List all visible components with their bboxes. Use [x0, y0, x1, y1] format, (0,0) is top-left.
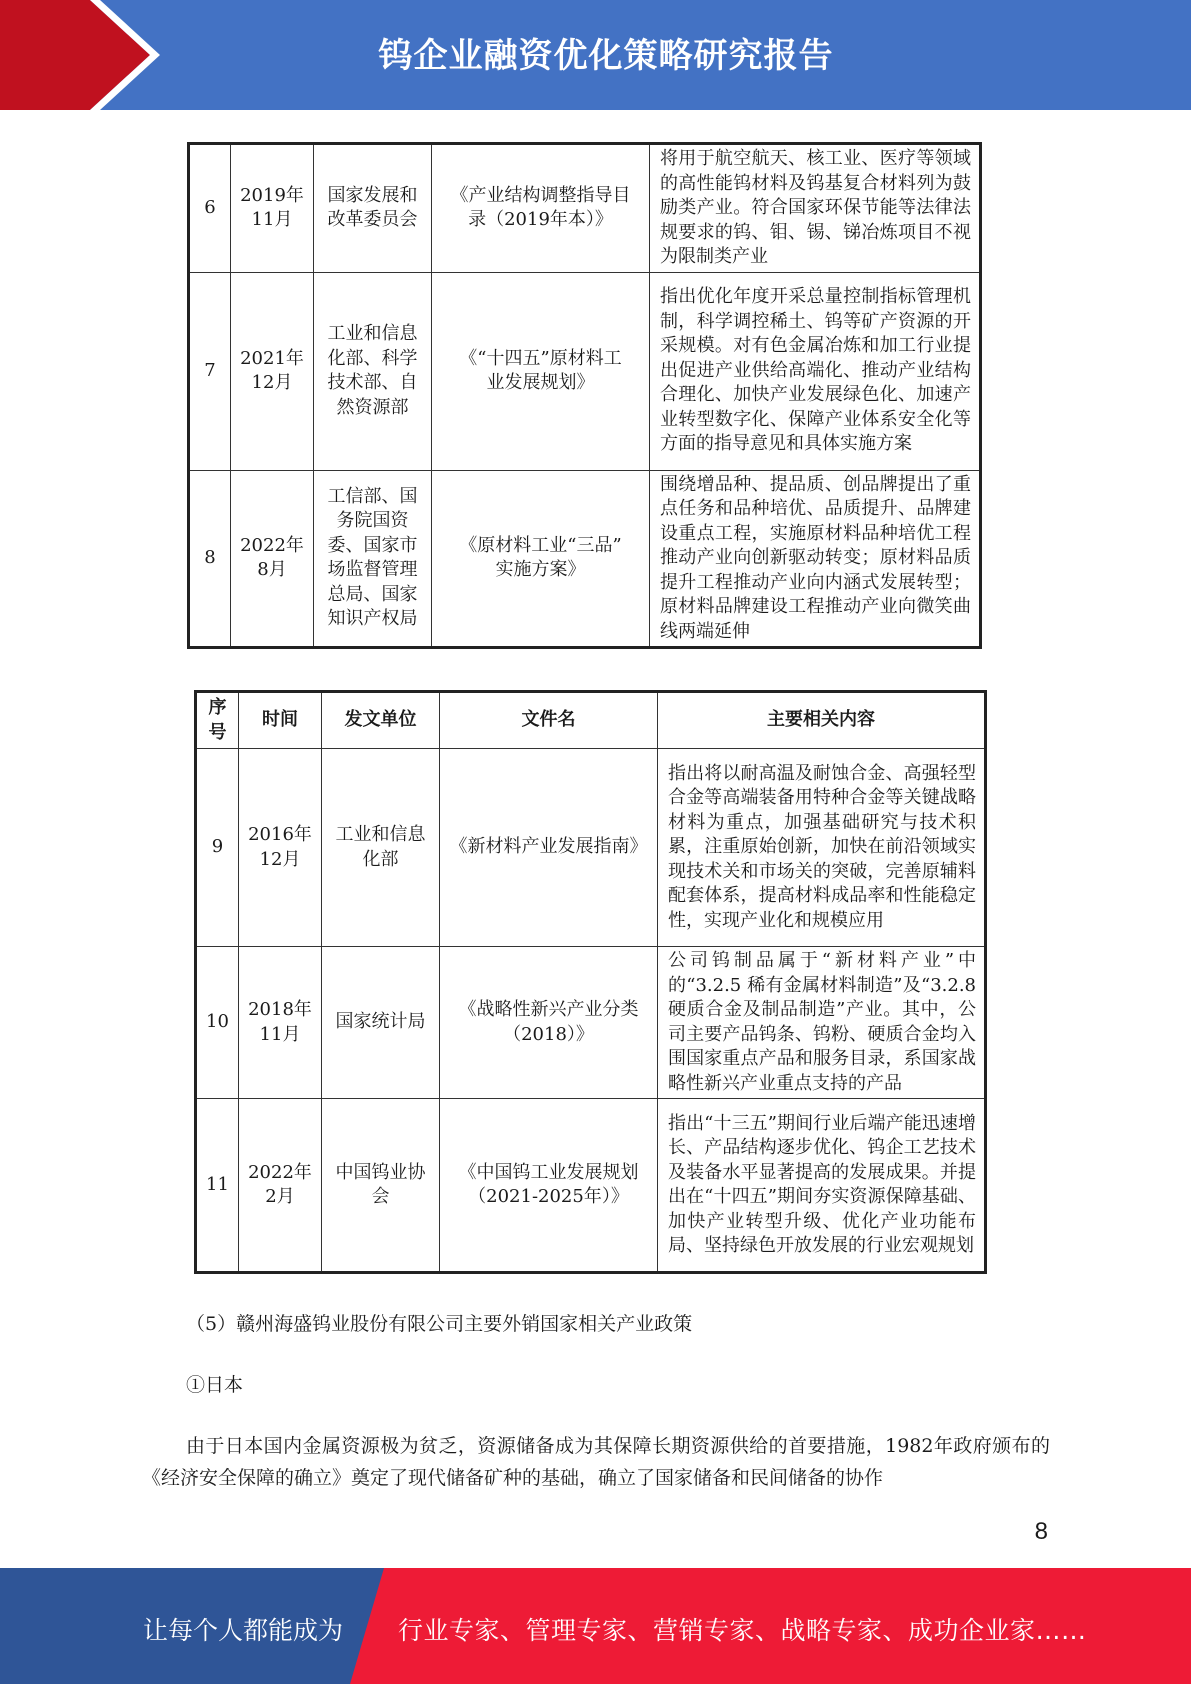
issue-date-text: 2018年 11月 [248, 999, 312, 1045]
issuing-unit [322, 749, 440, 947]
body-paragraph: 由于日本国内金属资源极为贫乏，资源储备成为其保障长期资源供给的首要措施，1982年政府颁布的《经济安全保障的确立》奠定了现代储备矿种的基础，确立了国家储备和民间储备的协作 [142, 1435, 1050, 1489]
main-content: 指出将以耐高温及耐蚀合金、高强轻型合金等高端装备用特种合金等关键战略材料为重点，加强基础研究与技术积累，注重原始创新，加快在前沿领域实现技术关和市场关的突破，完善原辅料配套体系，提高材料成品率和性能稳定性，实现产业化和规模应用 [658, 749, 986, 947]
subsection-heading: ①日本 [186, 1374, 244, 1396]
document-name [432, 144, 650, 273]
header-time: 时间 [239, 692, 322, 749]
issue-date [231, 470, 314, 648]
main-content: 公司钨制品属于“新材料产业”中的“3.2.5 稀有金属材料制造”及“3.2.8 硬质合金及制品制造”产业。其中，公司主要产品钨条、钨粉、硬质合金均入围国家重点产品和服务目录，系国家战略性新兴产业重点支持的产品 [658, 947, 986, 1099]
table-header-row [196, 692, 986, 749]
section-heading: （5）赣州海盛钨业股份有限公司主要外销国家相关产业政策 [186, 1313, 693, 1335]
issuing-unit-text: 工信部、国 务院国资 委、国家市 场监督管理 总局、国家 知识产权局 [327, 485, 418, 630]
table-row [189, 272, 981, 470]
table-row [196, 947, 986, 1099]
issuing-unit-text: 工业和信息 化部、科学 技术部、自 然资源部 [327, 323, 418, 418]
issuing-unit-text: 国家发展和 改革委员会 [327, 184, 418, 231]
document-name [440, 947, 658, 1099]
page-footer [0, 1568, 1191, 1684]
main-content: 围绕增品种、提品质、创品牌提出了重点任务和品种培优、品质提升、品牌建设重点工程，实施原材料品种培优工程推动产业向创新驱动转变；原材料品质提升工程推动产业向内涵式发展转型；原材料品牌建设工程推动产业向微笑曲线两端延伸 [650, 470, 981, 648]
header-unit: 发文单位 [322, 692, 440, 749]
issuing-unit [314, 144, 432, 273]
issue-date-text: 2021年 12月 [240, 347, 304, 393]
issuing-unit [314, 470, 432, 648]
document-title: 钨企业融资优化策略研究报告 [378, 36, 834, 76]
row-number: 9 [196, 749, 239, 947]
policy-table [194, 690, 987, 1274]
issuing-unit [322, 1099, 440, 1273]
document-name-text: 《中国钨工业发展规划 （2021-2025年）》 [458, 1161, 639, 1207]
table-row [189, 144, 981, 273]
page-header [0, 0, 1191, 110]
footer-slogan-left: 让每个人都能成为 [143, 1616, 344, 1645]
main-content: 将用于航空航天、核工业、医疗等领域的高性能钨材料及钨基复合材料列为鼓励类产业。符合国家环保节能等法律法规要求的钨、钼、锡、锑冶炼项目不视为限制类产业 [650, 144, 981, 273]
issue-date-text: 2019年 11月 [240, 184, 304, 231]
footer-slogan-right: 行业专家、管理专家、营销专家、战略专家、成功企业家…… [398, 1616, 1087, 1645]
header-number [196, 692, 239, 749]
header-content: 主要相关内容 [658, 692, 986, 749]
document-name [440, 749, 658, 947]
table-row [196, 1099, 986, 1273]
issuing-unit-text: 中国钨业协 会 [335, 1161, 426, 1207]
issue-date-text: 2022年 8月 [240, 534, 304, 581]
issuing-unit [322, 947, 440, 1099]
document-name [432, 272, 650, 470]
issue-date [239, 1099, 322, 1273]
table-row [189, 470, 981, 648]
issuing-unit [314, 272, 432, 470]
row-number: 8 [189, 470, 231, 648]
main-content: 指出优化年度开采总量控制指标管理机制，科学调控稀土、钨等矿产资源的开采规模。对有色金属冶炼和加工行业提出促进产业供给高端化、推动产业结构合理化、加快产业发展绿色化、加速产业转型数字化、保障产业体系安全化等方面的指导意见和具体实施方案 [650, 272, 981, 470]
document-name [432, 470, 650, 648]
document-name [440, 1099, 658, 1273]
document-name-text: 《原材料工业“三品” 实施方案》 [459, 534, 622, 581]
document-name-text: 《战略性新兴产业分类 （2018）》 [458, 999, 639, 1045]
page-number: 8 [1034, 1518, 1048, 1545]
row-number: 6 [189, 144, 231, 273]
document-name-text: 《“十四五”原材料工 业发展规划》 [459, 347, 622, 393]
issue-date-text: 2016年 12月 [248, 824, 312, 870]
document-name-text: 《新材料产业发展指南》 [449, 836, 648, 858]
issue-date [239, 749, 322, 947]
main-content: 指出“十三五”期间行业后端产能迅速增长、产品结构逐步优化、钨企工艺技术及装备水平显著提高的发展成果。并提出在“十四五”期间夯实资源保障基础、加快产业转型升级、优化产业功能布局、坚持绿色开放发展的行业宏观规划 [658, 1099, 986, 1273]
issuing-unit-text: 工业和信息 化部 [335, 824, 426, 870]
header-number-text: 序 号 [208, 697, 227, 743]
issue-date [231, 144, 314, 273]
issuing-unit-text: 国家统计局 [335, 1011, 426, 1033]
row-number: 7 [189, 272, 231, 470]
issue-date-text: 2022年 2月 [248, 1161, 312, 1207]
document-name-text: 《产业结构调整指导目 录（2019年本）》 [450, 184, 631, 231]
row-number: 11 [196, 1099, 239, 1273]
table-row [196, 749, 986, 947]
row-number: 10 [196, 947, 239, 1099]
issue-date [239, 947, 322, 1099]
issue-date [231, 272, 314, 470]
header-document: 文件名 [440, 692, 658, 749]
policy-table-continued [187, 142, 982, 649]
